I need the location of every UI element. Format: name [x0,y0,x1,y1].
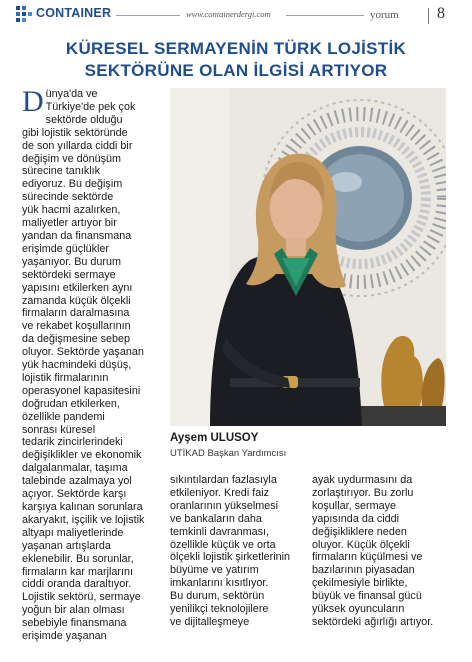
text-line: değişikliklere neden [312,525,407,538]
text-line: özellikle pandemi [22,410,105,423]
page-number: 8 [437,5,445,22]
text-line: doğrudan etkilerken, [22,397,120,410]
text-line: ve dijitalleşmeye [170,615,250,628]
text-line: akaryakıt, işçilik ve lojistik [22,513,145,526]
text-line: bazılarının piyasadan [312,564,415,577]
text-line: oluyor. Sektörde yaşanan [22,346,144,359]
text-line: sektördeki ağırlığı artıyor. [312,615,434,628]
text-line: yüksek oyuncuların [312,603,405,616]
portrait-photo [170,88,446,426]
text-line: koşullar, sermaye [312,499,397,512]
text-line: erişimde güçlükler [22,242,110,255]
text-line: sektördeki sermaye [22,268,116,281]
header-divider [428,8,429,24]
article-column-1 [22,85,166,643]
text-line: ediyoruz. Bu değişim [22,178,123,191]
text-line: lojistik firmalarının [22,371,109,384]
text-line: Türkiye'de pek çok [45,100,136,113]
text-line: yapısında da ciddi [312,512,400,525]
page-header [0,0,472,30]
text-line: çekilmesiyle birlikte, [312,577,408,590]
section-label: yorum [370,9,399,21]
text-line: temkinli davranması, [170,525,270,538]
text-line: etkileniyor. Kredi faiz [170,486,270,499]
text-line: Lojistik sektörü, sermaye [22,591,141,604]
text-line: sıkıntılardan fazlasıyla [170,474,277,486]
text-line: değişiklikler ve ekonomik [22,449,142,462]
text-line: büyük ve finansal gücü [312,590,422,603]
text-line: ayak uydurmasını da [312,474,413,486]
text-line: gibi lojistik sektöründe [22,126,128,139]
caption-name: Ayşem ULUSOY [170,432,259,444]
header-rule-right [286,15,364,16]
text-line: yenilikçi teknolojilere [170,603,269,616]
text-line: ciddi oranda daraltıyor. [22,578,132,591]
header-rule-left [116,15,180,16]
article-title [0,38,472,82]
title-line-1: KÜRESEL SERMAYENİN TÜRK LOJİSTİK [65,39,407,58]
text-line: da değişmesine sebep [22,333,131,346]
text-line: oranlarının yükselmesi [170,499,279,512]
brand-logo: CONTAINER [36,6,112,20]
drop-cap: D [22,85,44,118]
text-line: operasyonel kapasitesini [22,384,141,397]
text-line: yük hacmi azalırken, [22,204,121,217]
text-line: büyüme ve yatırım [170,564,259,577]
text-line: altyapı maliyetlerinde [22,526,124,539]
text-line: imkanlarını kısıtlıyor. [170,577,269,590]
caption-role: UTİKAD Başkan Yardımcısı [170,448,287,459]
text-line: sebebiyle finansmana [22,617,127,630]
text-line: ve rekabet koşullarının [22,320,131,333]
text-line: açıyor. Sektörde karşı [22,488,127,501]
portrait-illustration [170,88,446,426]
text-line: değişim ve dönüşüm [22,152,122,165]
text-line: yaşanıyor. Bu durum [22,255,122,268]
text-line: özellikle küçük ve orta [170,538,276,551]
text-line: yandan da finansmana [22,229,132,242]
text-line: zorlaştırıyor. Bu zorlu [312,486,414,499]
text-line: sektörde olduğu [45,113,123,126]
text-line: yapısını etkilerken aynı [22,281,133,294]
text-line: de son yıllarda ciddi bir [22,139,133,152]
title-line-2: SEKTÖRÜNE OLAN İLGİSİ ARTIYOR [84,61,388,80]
first-line-text: ünya'da ve [45,88,98,100]
text-line: firmaların daralmasına [22,307,130,320]
text-line: sürecinde sektörde [22,191,114,204]
text-line: tedarik zincirlerindeki [22,436,123,449]
text-line: firmaların küçülmesi ve [312,551,423,564]
text-line: Bu durum, sektörün [170,590,265,603]
text-line: sürecine tanıklık [22,165,101,178]
text-line: eklenebilir. Bu sorunlar, [22,552,134,565]
website-url: www.containerdergi.com [186,9,271,19]
article-column-3 [312,474,452,629]
text-line: karşıya kalınan sorunlara [22,501,143,513]
text-line: oluyor. Küçük ölçekli [312,538,410,551]
article-column-2 [170,474,306,629]
text-line: yaşanan artışlarda [22,539,111,552]
text-line: ölçekli lojistik şirketlerinin [170,551,290,564]
text-line: talebinde azalmaya yol [22,475,132,488]
text-line: erişimde yaşanan [22,630,107,643]
text-line: yük hacmindeki düşüş, [22,359,132,372]
text-line: maliyetler artıyor bir [22,217,117,230]
container-logo-icon [16,6,32,22]
text-line: yoğun bir alan olması [22,604,125,617]
text-line: firmaların kar marjlarını [22,565,133,578]
text-line: sonrası küresel [22,423,96,436]
text-line: dalgalanmalar, taşıma [22,462,128,475]
text-line: zamanda küçük ölçekli [22,294,131,307]
text-line: ve bankaların daha [170,512,262,525]
